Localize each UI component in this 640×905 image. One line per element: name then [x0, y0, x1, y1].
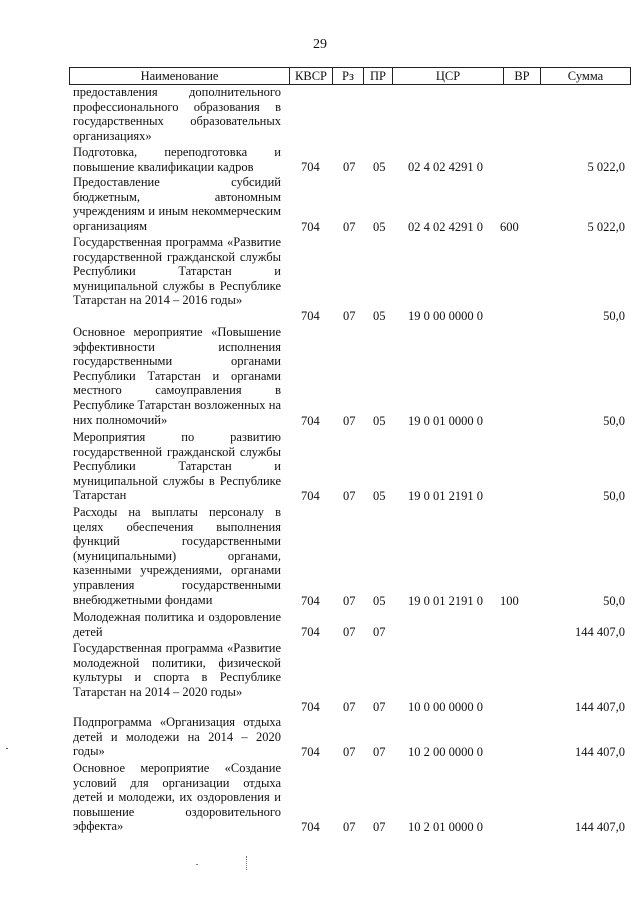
row-rz: 07 [343, 309, 356, 323]
row-pr: 05 [373, 220, 386, 234]
row-kvsr: 704 [301, 414, 320, 428]
page-number: 29 [313, 37, 327, 52]
row-kvsr: 704 [301, 700, 320, 714]
header-pr: ПР [364, 68, 393, 84]
row-name: предоставления дополнительного профессионального образования в государственных образовательных организациях» [73, 85, 281, 143]
header-kvsr: КВСР [290, 68, 333, 84]
row-csr: 19 0 01 0000 0 [408, 414, 483, 428]
row-kvsr: 704 [301, 489, 320, 503]
row-kvsr: 704 [301, 220, 320, 234]
table-row [0, 325, 640, 429]
row-kvsr: 704 [301, 820, 320, 834]
header-name: Наименование [70, 68, 290, 84]
row-pr: 07 [373, 700, 386, 714]
row-sum: 50,0 [603, 414, 625, 428]
row-rz: 07 [343, 160, 356, 174]
table-row [0, 610, 640, 640]
row-name: Основное мероприятие «Повышение эффективности исполнения государственными органами Республики Татарстан и органами местного самоуправления в Республике Татарстан возложенных на них полномочий» [73, 325, 281, 427]
row-sum: 5 022,0 [587, 220, 625, 234]
row-name: Подпрограмма «Организация отдыха детей и молодежи на 2014 – 2020 годы» [73, 715, 281, 759]
row-pr: 05 [373, 594, 386, 608]
row-name: Расходы на выплаты персоналу в целях обеспечения выполнения функций государственными (муниципальными) органами, казенными учреждениями, органами управления государственными внебюджетными фондами [73, 505, 281, 607]
table-row [0, 761, 640, 835]
row-kvsr: 704 [301, 625, 320, 639]
row-kvsr: 704 [301, 745, 320, 759]
row-rz: 07 [343, 700, 356, 714]
table-row [0, 641, 640, 715]
row-rz: 07 [343, 745, 356, 759]
scan-speck [246, 856, 248, 870]
row-name: Предоставление субсидий бюджетным, автономным учреждениям и иным некоммерческим организациям [73, 175, 281, 233]
row-name: Государственная программа «Развитие государственной гражданской службы Республики Татарстан и муниципальной службы в Республике Татарстан на 2014 – 2016 годы» [73, 235, 281, 308]
row-pr: 07 [373, 745, 386, 759]
row-sum: 144 407,0 [575, 700, 625, 714]
scan-speck [196, 864, 198, 865]
row-name: Молодежная политика и оздоровление детей [73, 610, 281, 639]
table-row [0, 235, 640, 324]
row-name: Подготовка, переподготовка и повышение квалификации кадров [73, 145, 281, 174]
table-row [0, 430, 640, 504]
row-sum: 50,0 [603, 309, 625, 323]
table-row [0, 505, 640, 609]
row-vr: 600 [500, 220, 519, 234]
table-header [69, 67, 631, 85]
row-csr: 19 0 01 2191 0 [408, 489, 483, 503]
scan-speck [6, 748, 8, 749]
table-row [0, 715, 640, 760]
row-sum: 144 407,0 [575, 745, 625, 759]
row-pr: 05 [373, 160, 386, 174]
row-pr: 05 [373, 489, 386, 503]
row-rz: 07 [343, 489, 356, 503]
row-kvsr: 704 [301, 594, 320, 608]
row-csr: 10 2 00 0000 0 [408, 745, 483, 759]
header-csr: ЦСР [393, 68, 504, 84]
row-pr: 07 [373, 820, 386, 834]
table-row [0, 145, 640, 175]
row-csr: 10 0 00 0000 0 [408, 700, 483, 714]
row-rz: 07 [343, 625, 356, 639]
row-pr: 05 [373, 414, 386, 428]
row-pr: 07 [373, 625, 386, 639]
header-vr: ВР [504, 68, 541, 84]
header-sum: Сумма [567, 69, 604, 83]
table-row [0, 85, 640, 144]
row-vr: 100 [500, 594, 519, 608]
row-rz: 07 [343, 820, 356, 834]
row-csr: 02 4 02 4291 0 [408, 160, 483, 174]
row-csr: 02 4 02 4291 0 [408, 220, 483, 234]
table-row [0, 175, 640, 235]
row-name: Мероприятия по развитию государственной гражданской службы Республики Татарстан и муниципальной службы в Республике Татарстан [73, 430, 281, 503]
row-csr: 10 2 01 0000 0 [408, 820, 483, 834]
row-rz: 07 [343, 414, 356, 428]
row-pr: 05 [373, 309, 386, 323]
row-name: Основное мероприятие «Создание условий для организации отдыха детей и молодежи, их оздоровления и повышение оздоровительного эффекта» [73, 761, 281, 834]
row-name: Государственная программа «Развитие молодежной политики, физической культуры и спорта в Республике Татарстан на 2014 – 2020 годы» [73, 641, 281, 699]
row-sum: 5 022,0 [587, 160, 625, 174]
row-csr: 19 0 00 0000 0 [408, 309, 483, 323]
row-kvsr: 704 [301, 309, 320, 323]
row-csr: 19 0 01 2191 0 [408, 594, 483, 608]
row-sum: 144 407,0 [575, 625, 625, 639]
header-rz: Рз [333, 68, 364, 84]
row-kvsr: 704 [301, 160, 320, 174]
row-rz: 07 [343, 594, 356, 608]
row-sum: 50,0 [603, 489, 625, 503]
row-sum: 144 407,0 [575, 820, 625, 834]
row-rz: 07 [343, 220, 356, 234]
row-sum: 50,0 [603, 594, 625, 608]
